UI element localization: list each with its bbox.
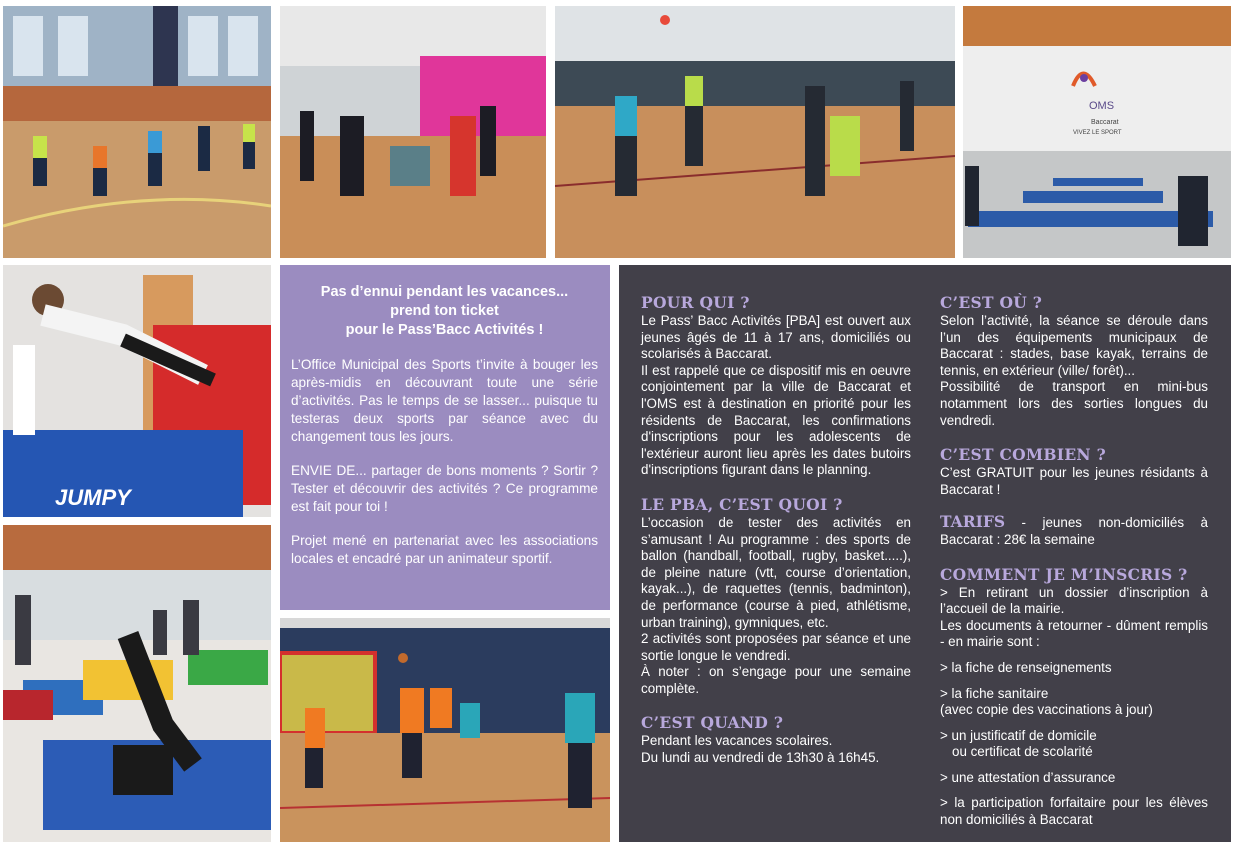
- section-title-pba: LE PBA, C’EST QUOI ?: [641, 494, 843, 514]
- intro-paragraph: ENVIE DE... partager de bons moments ? Sortir ? Tester et découvrir des activités ? Ce programme est fait pour toi !: [291, 463, 598, 514]
- pour-qui-text: Il est rappelé que ce dispositif mis en oeuvre conjointement par la ville de Baccarat et l'OMS est à destination en priorité pour les résidents de Baccarat, les confirmations d'inscriptions pour les adolescents de l'extérieur auront lieu après les dates butoirs d'inscriptions figurant dans le planning.: [641, 362, 911, 478]
- photo-parkour-jump: [3, 265, 271, 517]
- document-item-note: (avec copie des vaccinations à jour): [940, 702, 1153, 718]
- pba-text: L’occasion de tester des activités en s’amusant ! Au programme : des sports de ballon (handball, football, rugby, basket.....), de pleine nature (vtt, course d’orientation, kayak...), de raquettes (tennis, badminton), de performance (course à pied, athlétisme, urban training), gymniques, etc.: [641, 514, 911, 630]
- intro-box: [280, 265, 610, 610]
- banner-subtext: Baccarat: [1091, 119, 1119, 126]
- section-title-pour-qui: POUR QUI ?: [641, 293, 750, 312]
- mat-brand: JUMPY: [55, 485, 131, 510]
- document-item: > la participation forfaitaire pour les élèves non domiciliés à Baccarat: [940, 795, 1208, 828]
- section-title-quand: C’EST QUAND ?: [641, 713, 784, 733]
- info-column-left: [641, 293, 911, 767]
- intro-headline: [291, 283, 598, 340]
- photo-table-tennis: [963, 6, 1231, 258]
- document-item: > la fiche sanitaire: [940, 685, 1049, 701]
- intro-paragraph: Projet mené en partenariat avec les associations locales et encadré par un animateur sportif.: [291, 533, 598, 566]
- document-item: > une attestation d’assurance: [940, 769, 1116, 785]
- tarifs-block: [940, 514, 1208, 548]
- photo-gymnastics: [3, 525, 271, 842]
- photo-ball-game: [555, 6, 955, 258]
- section-title-tarifs: TARIFS: [940, 512, 1006, 532]
- quand-text: Pendant les vacances scolaires.: [641, 733, 833, 749]
- pour-qui-text: Le Pass’ Bacc Activités [PBA] est ouvert aux jeunes âgés de 11 à 17 ans, domiciliés ou scolarisés à Baccarat.: [641, 313, 911, 362]
- pba-text: À noter : on s’engage pour une semaine complète.: [641, 664, 911, 696]
- section-title-ou: C’EST OÙ ?: [940, 293, 1043, 312]
- tarifs-text: - jeunes non-domiciliés à Baccarat : 28€ la semaine: [940, 515, 1208, 547]
- ou-text: Possibilité de transport en mini-bus notamment lors des sorties longues du vendredi.: [940, 379, 1208, 428]
- info-column-right: [940, 293, 1208, 829]
- combien-text: C’est GRATUIT pour les jeunes résidants à Baccarat !: [940, 465, 1208, 497]
- inscris-text: > En retirant un dossier d’inscription à l’accueil de la mairie.: [940, 584, 1208, 617]
- photo-gym-handball: [3, 6, 271, 258]
- intro-headline-line: Pas d’ennui pendant les vacances...: [320, 284, 569, 300]
- banner-slogan: VIVEZ LE SPORT: [1073, 130, 1122, 136]
- ou-text: Selon l’activité, la séance se déroule dans l’un des équipements municipaux de Baccarat : stades, base kayak, terrains de tennis, en extérieur (ville/ forêt)...: [940, 313, 1208, 378]
- quand-text: Du lundi au vendredi de 13h30 à 16h45.: [641, 750, 880, 766]
- intro-headline-line: prend ton ticket: [390, 303, 499, 319]
- intro-paragraph: L’Office Municipal des Sports t’invite à bouger les après-midis en découvrant toute une série d’activités. Pas le temps de se lasser... puisque tu testeras deux sports par séance avec du changement tous les jours.: [291, 357, 598, 444]
- document-item-note: ou certificat de scolarité: [952, 744, 1093, 760]
- banner-text: OMS: [1089, 100, 1115, 112]
- inscris-text: Les documents à retourner - dûment remplis - en mairie sont :: [940, 617, 1208, 650]
- pba-text: 2 activités sont proposées par séance et une sortie longue le vendredi.: [641, 631, 911, 663]
- section-title-inscris: COMMENT JE M’INSCRIS ?: [940, 564, 1188, 584]
- section-title-combien: C’EST COMBIEN ?: [940, 445, 1106, 465]
- info-panel: [619, 265, 1231, 842]
- intro-headline-line: pour le Pass’Bacc Activités !: [345, 322, 544, 338]
- photo-warmup-gym: [280, 6, 546, 258]
- photo-handball-game: [280, 618, 610, 842]
- document-item: > un justificatif de domicile: [940, 727, 1097, 743]
- document-item: > la fiche de renseignements: [940, 659, 1112, 675]
